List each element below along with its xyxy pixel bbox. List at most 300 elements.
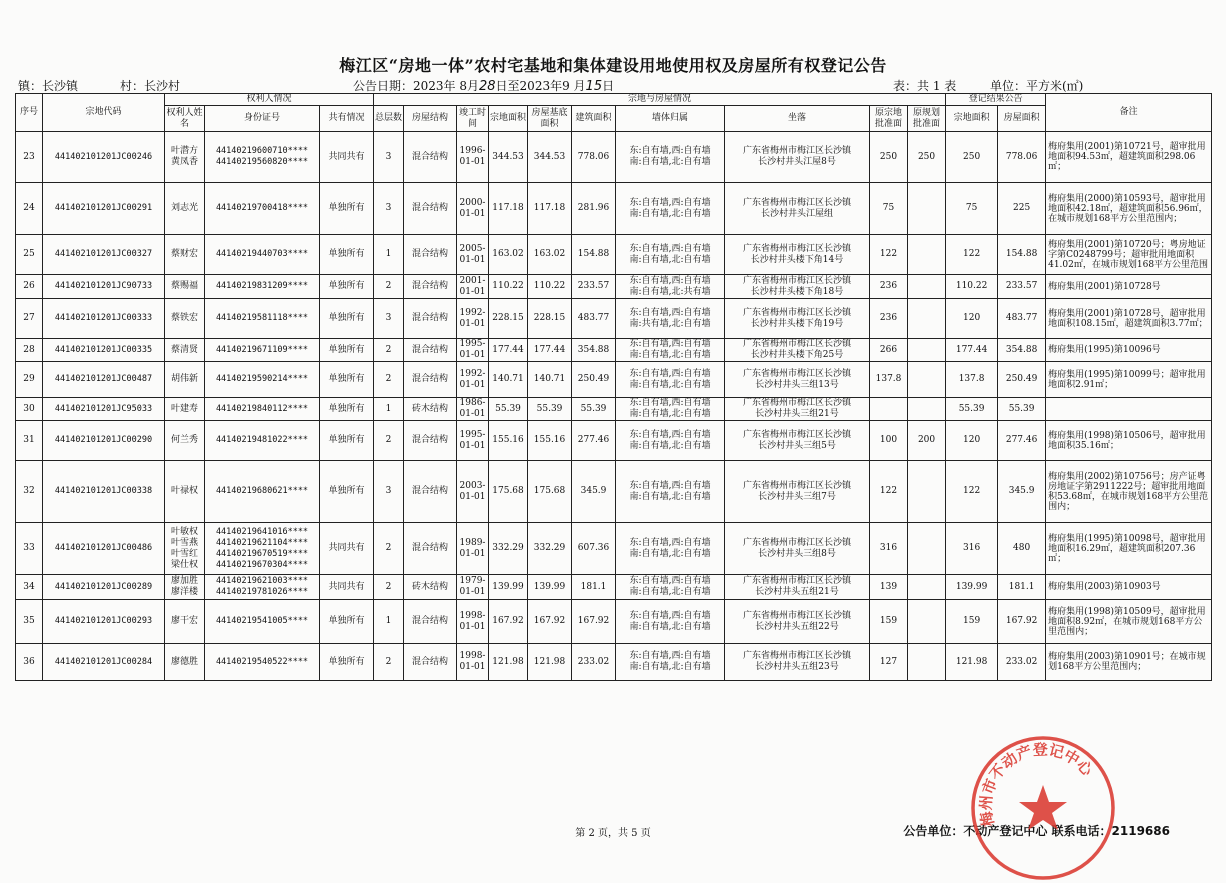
cell-owner-name: 何兰秀 <box>165 421 205 461</box>
cell-build-area: 250.49 <box>572 362 616 398</box>
cell-base-area: 175.68 <box>528 461 572 523</box>
cell-base-area: 140.71 <box>528 362 572 398</box>
table-row <box>16 600 1212 644</box>
cell-owner-name: 蔡清贤 <box>165 339 205 362</box>
cell-result-house: 778.06 <box>998 132 1046 183</box>
cell-base-area: 55.39 <box>528 398 572 421</box>
table-row <box>16 235 1212 275</box>
cell-id-no: 44140219581118**** <box>205 299 320 339</box>
cell-orig-plan <box>908 644 946 681</box>
header-structure: 房屋结构 <box>404 106 457 132</box>
cell-result-house: 167.92 <box>998 600 1046 644</box>
cell-orig-plan <box>908 461 946 523</box>
cell-land-area: 332.29 <box>489 523 528 575</box>
cell-remark: 梅府集用(2001)第10720号；粤房地证字第C0248799号；超审批用地面积41.02㎡，在城市规划168平方公里范围 <box>1046 235 1212 275</box>
cell-structure: 砖木结构 <box>404 398 457 421</box>
cell-id-no: 44140219481022**** <box>205 421 320 461</box>
cell-result-house: 480 <box>998 523 1046 575</box>
cell-share: 单独所有 <box>320 600 374 644</box>
cell-location: 广东省梅州市梅江区长沙镇 长沙村井头三组5号 <box>725 421 870 461</box>
cell-id-no: 44140219440703**** <box>205 235 320 275</box>
cell-floors: 1 <box>374 235 404 275</box>
cell-seq: 33 <box>16 523 43 575</box>
cell-id-no: 44140219831209**** <box>205 275 320 299</box>
cell-build-area: 354.88 <box>572 339 616 362</box>
cell-location: 广东省梅州市梅江区长沙镇 长沙村井头三组8号 <box>725 523 870 575</box>
cell-orig-approved: 236 <box>870 275 908 299</box>
cell-remark: 梅府集用(2003)第10901号；在城市规划168平方公里范围内； <box>1046 644 1212 681</box>
cell-floors: 2 <box>374 421 404 461</box>
cell-code: 441402101201JC00333 <box>43 299 165 339</box>
cell-remark <box>1046 398 1212 421</box>
cell-base-area: 167.92 <box>528 600 572 644</box>
cell-location: 广东省梅州市梅江区长沙镇 长沙村井头楼下角18号 <box>725 275 870 299</box>
document-title: 梅江区“房地一体”农村宅基地和集体建设用地使用权及房屋所有权登记公告 <box>339 56 887 75</box>
cell-land-area: 139.99 <box>489 575 528 600</box>
cell-orig-plan <box>908 299 946 339</box>
cell-base-area: 228.15 <box>528 299 572 339</box>
cell-orig-approved: 236 <box>870 299 908 339</box>
cell-land-area: 163.02 <box>489 235 528 275</box>
official-seal-icon <box>968 733 1118 883</box>
table-row <box>16 299 1212 339</box>
cell-location: 广东省梅州市梅江区长沙镇 长沙村井头楼下角25号 <box>725 339 870 362</box>
cell-floors: 1 <box>374 600 404 644</box>
table-row <box>16 275 1212 299</box>
cell-remark: 梅府集用(2001)第10721号，超审批用地面积94.53㎡，超建筑面积298.06㎡； <box>1046 132 1212 183</box>
cell-completed: 1992- 01-01 <box>457 362 489 398</box>
cell-share: 单独所有 <box>320 398 374 421</box>
cell-code: 441402101201JC90733 <box>43 275 165 299</box>
cell-id-no: 44140219840112**** <box>205 398 320 421</box>
cell-completed: 1989- 01-01 <box>457 523 489 575</box>
cell-walls: 东:自有墙,西:自有墙 南:自有墙,北:自有墙 <box>616 339 725 362</box>
cell-land-area: 167.92 <box>489 600 528 644</box>
cell-result-house: 154.88 <box>998 235 1046 275</box>
cell-code: 441402101201JC00290 <box>43 421 165 461</box>
cell-structure: 混合结构 <box>404 362 457 398</box>
cell-orig-approved: 266 <box>870 339 908 362</box>
cell-code: 441402101201JC00338 <box>43 461 165 523</box>
cell-orig-plan <box>908 275 946 299</box>
cell-location: 广东省梅州市梅江区长沙镇 长沙村井头江屋组 <box>725 183 870 235</box>
cell-result-house: 233.57 <box>998 275 1046 299</box>
cell-build-area: 233.02 <box>572 644 616 681</box>
village-label: 村：长沙村 <box>120 79 181 93</box>
header-group-result: 登记结果公告 <box>946 94 1046 106</box>
cell-location: 广东省梅州市梅江区长沙镇 长沙村井头五组23号 <box>725 644 870 681</box>
table-row <box>16 523 1212 575</box>
cell-structure: 混合结构 <box>404 339 457 362</box>
cell-remark: 梅府集用(2002)第10756号；房产证粤房地证字第2911222号；超审批用地面积53.68㎡，在城市规划168平方公里范围内； <box>1046 461 1212 523</box>
cell-walls: 东:自有墙,西:自有墙 南:自有墙,北:自有墙 <box>616 644 725 681</box>
cell-completed: 1979- 01-01 <box>457 575 489 600</box>
header-land-area: 宗地面积 <box>489 106 528 132</box>
cell-build-area: 607.36 <box>572 523 616 575</box>
cell-result-house: 181.1 <box>998 575 1046 600</box>
cell-build-area: 483.77 <box>572 299 616 339</box>
cell-result-house: 354.88 <box>998 339 1046 362</box>
cell-share: 单独所有 <box>320 299 374 339</box>
header-remark: 备注 <box>1046 94 1212 132</box>
cell-code: 441402101201JC95033 <box>43 398 165 421</box>
page-number: 第 2 页，共 5 页 <box>575 828 651 839</box>
cell-orig-plan <box>908 339 946 362</box>
cell-result-land: 75 <box>946 183 998 235</box>
cell-orig-approved: 122 <box>870 235 908 275</box>
cell-land-area: 110.22 <box>489 275 528 299</box>
cell-share: 单独所有 <box>320 275 374 299</box>
cell-base-area: 110.22 <box>528 275 572 299</box>
cell-structure: 砖木结构 <box>404 575 457 600</box>
cell-share: 单独所有 <box>320 362 374 398</box>
cell-land-area: 175.68 <box>489 461 528 523</box>
cell-seq: 23 <box>16 132 43 183</box>
cell-orig-plan <box>908 575 946 600</box>
cell-share: 单独所有 <box>320 644 374 681</box>
cell-structure: 混合结构 <box>404 600 457 644</box>
cell-floors: 3 <box>374 299 404 339</box>
cell-share: 共同共有 <box>320 575 374 600</box>
cell-owner-name: 叶敏权 叶雪燕 叶雪红 梁仕权 <box>165 523 205 575</box>
cell-orig-approved: 137.8 <box>870 362 908 398</box>
cell-completed: 1996- 01-01 <box>457 132 489 183</box>
cell-result-house: 225 <box>998 183 1046 235</box>
cell-completed: 2003- 01-01 <box>457 461 489 523</box>
date-suffix: 日 <box>602 79 615 93</box>
cell-result-land: 177.44 <box>946 339 998 362</box>
cell-owner-name: 蔡铁宏 <box>165 299 205 339</box>
cell-floors: 3 <box>374 183 404 235</box>
cell-id-no: 44140219541005**** <box>205 600 320 644</box>
handwritten-end-day: 15 <box>585 79 603 94</box>
cell-orig-approved: 100 <box>870 421 908 461</box>
cell-base-area: 117.18 <box>528 183 572 235</box>
cell-share: 共同共有 <box>320 523 374 575</box>
cell-floors: 2 <box>374 275 404 299</box>
cell-id-no: 44140219540522**** <box>205 644 320 681</box>
cell-structure: 混合结构 <box>404 421 457 461</box>
handwritten-start-day: 28 <box>479 79 496 94</box>
cell-base-area: 177.44 <box>528 339 572 362</box>
cell-result-land: 137.8 <box>946 362 998 398</box>
cell-seq: 32 <box>16 461 43 523</box>
cell-location: 广东省梅州市梅江区长沙镇 长沙村井头三组13号 <box>725 362 870 398</box>
cell-remark: 梅府集用(2001)第10728号 <box>1046 275 1212 299</box>
cell-orig-plan <box>908 523 946 575</box>
cell-seq: 26 <box>16 275 43 299</box>
cell-structure: 混合结构 <box>404 132 457 183</box>
table-row <box>16 132 1212 183</box>
cell-location: 广东省梅州市梅江区长沙镇 长沙村井头五组21号 <box>725 575 870 600</box>
cell-code: 441402101201JC00289 <box>43 575 165 600</box>
cell-orig-approved: 122 <box>870 461 908 523</box>
cell-land-area: 55.39 <box>489 398 528 421</box>
cell-orig-approved: 250 <box>870 132 908 183</box>
cell-location: 广东省梅州市梅江区长沙镇 长沙村井头三组7号 <box>725 461 870 523</box>
cell-remark: 梅府集用(2001)第10728号，超审批用地面积108.15㎡，超建筑面积3.77㎡； <box>1046 299 1212 339</box>
cell-orig-approved: 75 <box>870 183 908 235</box>
cell-remark: 梅府集用(1995)第10099号；超审批用地面积2.91㎡； <box>1046 362 1212 398</box>
table-row <box>16 644 1212 681</box>
cell-walls: 东:自有墙,西:自有墙 南:自有墙,北:自有墙 <box>616 183 725 235</box>
cell-land-area: 117.18 <box>489 183 528 235</box>
cell-code: 441402101201JC00486 <box>43 523 165 575</box>
cell-result-land: 110.22 <box>946 275 998 299</box>
header-seq: 序号 <box>16 94 43 132</box>
cell-orig-plan: 250 <box>908 132 946 183</box>
table-row <box>16 398 1212 421</box>
cell-result-land: 316 <box>946 523 998 575</box>
cell-orig-approved <box>870 398 908 421</box>
cell-floors: 2 <box>374 362 404 398</box>
cell-location: 广东省梅州市梅江区长沙镇 长沙村井头三组21号 <box>725 398 870 421</box>
cell-floors: 1 <box>374 398 404 421</box>
cell-base-area: 139.99 <box>528 575 572 600</box>
cell-result-land: 122 <box>946 461 998 523</box>
cell-seq: 28 <box>16 339 43 362</box>
cell-structure: 混合结构 <box>404 461 457 523</box>
cell-result-land: 55.39 <box>946 398 998 421</box>
table-row <box>16 575 1212 600</box>
cell-seq: 30 <box>16 398 43 421</box>
header-location: 坐落 <box>725 106 870 132</box>
cell-build-area: 277.46 <box>572 421 616 461</box>
cell-build-area: 233.57 <box>572 275 616 299</box>
cell-structure: 混合结构 <box>404 299 457 339</box>
cell-completed: 1995- 01-01 <box>457 339 489 362</box>
header-base-area: 房屋基底面积 <box>528 106 572 132</box>
header-orig-approved: 原宗地批准面 <box>870 106 908 132</box>
cell-location: 广东省梅州市梅江区长沙镇 长沙村井头楼下角19号 <box>725 299 870 339</box>
cell-orig-approved: 127 <box>870 644 908 681</box>
cell-remark: 梅府集用(1995)第10098号，超审批用地面积16.29㎡，超建筑面积207.36㎡； <box>1046 523 1212 575</box>
header-share: 共有情况 <box>320 106 374 132</box>
cell-floors: 2 <box>374 575 404 600</box>
cell-orig-plan <box>908 183 946 235</box>
cell-completed: 2005- 01-01 <box>457 235 489 275</box>
table-row <box>16 362 1212 398</box>
header-walls: 墙体归属 <box>616 106 725 132</box>
cell-result-land: 120 <box>946 299 998 339</box>
cell-code: 441402101201JC00291 <box>43 183 165 235</box>
cell-seq: 35 <box>16 600 43 644</box>
cell-orig-plan <box>908 398 946 421</box>
cell-result-land: 250 <box>946 132 998 183</box>
cell-owner-name: 廖加胜 廖洋楼 <box>165 575 205 600</box>
header-id-no: 身份证号 <box>205 106 320 132</box>
cell-base-area: 121.98 <box>528 644 572 681</box>
cell-code: 441402101201JC00293 <box>43 600 165 644</box>
header-group-owner: 权利人情况 <box>165 94 374 106</box>
cell-result-land: 121.98 <box>946 644 998 681</box>
cell-structure: 混合结构 <box>404 523 457 575</box>
cell-owner-name: 蔡财宏 <box>165 235 205 275</box>
cell-id-no: 44140219671109**** <box>205 339 320 362</box>
cell-share: 单独所有 <box>320 183 374 235</box>
cell-structure: 混合结构 <box>404 275 457 299</box>
cell-walls: 东:自有墙,西:自有墙 南:自有墙,北:自有墙 <box>616 132 725 183</box>
cell-build-area: 181.1 <box>572 575 616 600</box>
cell-floors: 2 <box>374 644 404 681</box>
cell-result-house: 250.49 <box>998 362 1046 398</box>
cell-walls: 东:自有墙,西:自有墙 南:自有墙,北:自有墙 <box>616 398 725 421</box>
cell-completed: 1992- 01-01 <box>457 299 489 339</box>
header-orig-plan: 原规划批准面 <box>908 106 946 132</box>
cell-completed: 2001- 01-01 <box>457 275 489 299</box>
cell-owner-name: 叶潜方 黄凤香 <box>165 132 205 183</box>
cell-seq: 27 <box>16 299 43 339</box>
cell-floors: 2 <box>374 523 404 575</box>
cell-walls: 东:自有墙,西:自有墙 南:自有墙,北:共有墙 <box>616 275 725 299</box>
cell-base-area: 163.02 <box>528 235 572 275</box>
cell-id-no: 44140219600710**** 44140219560820**** <box>205 132 320 183</box>
cell-result-land: 139.99 <box>946 575 998 600</box>
header-build-area: 建筑面积 <box>572 106 616 132</box>
cell-id-no: 44140219641016**** 44140219621104**** 44140219670519**** 44140219670304**** <box>205 523 320 575</box>
cell-land-area: 344.53 <box>489 132 528 183</box>
cell-land-area: 140.71 <box>489 362 528 398</box>
table-row <box>16 183 1212 235</box>
table-row <box>16 421 1212 461</box>
cell-walls: 东:自有墙,西:自有墙 南:自有墙,北:自有墙 <box>616 421 725 461</box>
cell-seq: 24 <box>16 183 43 235</box>
cell-completed: 1998- 01-01 <box>457 600 489 644</box>
announcement-dates <box>353 77 614 94</box>
cell-share: 共同共有 <box>320 132 374 183</box>
cell-remark: 梅府集用(2000)第10593号，超审批用地面积42.18㎡，超建筑面积56.96㎡，在城市规划168平方公里范围内； <box>1046 183 1212 235</box>
cell-walls: 东:自有墙,西:自有墙 南:自有墙,北:自有墙 <box>616 461 725 523</box>
header-group-land: 宗地与房屋情况 <box>374 94 946 106</box>
header-result-house: 房屋面积 <box>998 106 1046 132</box>
cell-walls: 东:自有墙,西:自有墙 南:自有墙,北:自有墙 <box>616 575 725 600</box>
header-owner-name: 权利人姓名 <box>165 106 205 132</box>
header-result-land: 宗地面积 <box>946 106 998 132</box>
cell-orig-approved: 316 <box>870 523 908 575</box>
cell-owner-name: 蔡赐福 <box>165 275 205 299</box>
cell-seq: 31 <box>16 421 43 461</box>
cell-structure: 混合结构 <box>404 183 457 235</box>
cell-result-house: 55.39 <box>998 398 1046 421</box>
cell-base-area: 155.16 <box>528 421 572 461</box>
cell-owner-name: 叶禄权 <box>165 461 205 523</box>
publisher-contact: 公告单位：不动产登记中心 联系电话：2119686 <box>903 824 1170 838</box>
cell-seq: 36 <box>16 644 43 681</box>
cell-seq: 25 <box>16 235 43 275</box>
cell-seq: 29 <box>16 362 43 398</box>
cell-build-area: 281.96 <box>572 183 616 235</box>
cell-share: 单独所有 <box>320 461 374 523</box>
cell-code: 441402101201JC00327 <box>43 235 165 275</box>
cell-remark: 梅府集用(1995)第10096号 <box>1046 339 1212 362</box>
cell-base-area: 332.29 <box>528 523 572 575</box>
cell-structure: 混合结构 <box>404 644 457 681</box>
cell-remark: 梅府集用(1998)第10506号，超审批用地面积35.16㎡； <box>1046 421 1212 461</box>
cell-completed: 2000- 01-01 <box>457 183 489 235</box>
header-floors: 总层数 <box>374 106 404 132</box>
cell-completed: 1986- 01-01 <box>457 398 489 421</box>
unit-label: 单位：平方米(㎡) <box>990 79 1084 93</box>
cell-share: 单独所有 <box>320 235 374 275</box>
cell-owner-name: 廖德胜 <box>165 644 205 681</box>
cell-location: 广东省梅州市梅江区长沙镇 长沙村井头江屋8号 <box>725 132 870 183</box>
cell-id-no: 44140219700418**** <box>205 183 320 235</box>
cell-build-area: 167.92 <box>572 600 616 644</box>
cell-land-area: 177.44 <box>489 339 528 362</box>
cell-build-area: 55.39 <box>572 398 616 421</box>
cell-code: 441402101201JC00335 <box>43 339 165 362</box>
cell-result-house: 345.9 <box>998 461 1046 523</box>
cell-completed: 1995- 01-01 <box>457 421 489 461</box>
table-row <box>16 461 1212 523</box>
cell-orig-plan <box>908 600 946 644</box>
cell-remark: 梅府集用(1998)第10509号，超审批用地面积8.92㎡，在城市规划168平方公里范围内； <box>1046 600 1212 644</box>
cell-owner-name: 刘志光 <box>165 183 205 235</box>
table-count: 表：共 1 表 <box>893 79 957 93</box>
header-code: 宗地代码 <box>43 94 165 132</box>
cell-land-area: 155.16 <box>489 421 528 461</box>
cell-build-area: 154.88 <box>572 235 616 275</box>
cell-code: 441402101201JC00284 <box>43 644 165 681</box>
cell-orig-plan <box>908 362 946 398</box>
cell-walls: 东:自有墙,西:自有墙 南:自有墙,北:自有墙 <box>616 523 725 575</box>
cell-code: 441402101201JC00246 <box>43 132 165 183</box>
cell-walls: 东:自有墙,西:自有墙 南:自有墙,北:自有墙 <box>616 600 725 644</box>
cell-result-land: 120 <box>946 421 998 461</box>
cell-build-area: 778.06 <box>572 132 616 183</box>
cell-id-no: 44140219621003**** 44140219781026**** <box>205 575 320 600</box>
cell-id-no: 44140219590214**** <box>205 362 320 398</box>
cell-share: 单独所有 <box>320 421 374 461</box>
cell-floors: 3 <box>374 132 404 183</box>
svg-text:梅州市不动产登记中心: 梅州市不动产登记中心 <box>976 740 1097 829</box>
cell-result-house: 277.46 <box>998 421 1046 461</box>
cell-seq: 34 <box>16 575 43 600</box>
cell-result-house: 483.77 <box>998 299 1046 339</box>
cell-owner-name: 廖干宏 <box>165 600 205 644</box>
cell-result-house: 233.02 <box>998 644 1046 681</box>
cell-orig-approved: 139 <box>870 575 908 600</box>
cell-owner-name: 胡伟新 <box>165 362 205 398</box>
cell-share: 单独所有 <box>320 339 374 362</box>
cell-completed: 1998- 01-01 <box>457 644 489 681</box>
cell-walls: 东:自有墙,西:自有墙 南:共有墙,北:自有墙 <box>616 299 725 339</box>
registration-table <box>15 93 1212 681</box>
cell-build-area: 345.9 <box>572 461 616 523</box>
cell-floors: 3 <box>374 461 404 523</box>
cell-land-area: 228.15 <box>489 299 528 339</box>
town-label: 镇：长沙镇 <box>18 79 79 93</box>
table-body <box>16 132 1212 681</box>
cell-floors: 2 <box>374 339 404 362</box>
date-mid: 日至2023年9 月 <box>495 79 586 93</box>
cell-orig-plan <box>908 235 946 275</box>
cell-orig-plan: 200 <box>908 421 946 461</box>
cell-code: 441402101201JC00487 <box>43 362 165 398</box>
cell-location: 广东省梅州市梅江区长沙镇 长沙村井头楼下角14号 <box>725 235 870 275</box>
cell-land-area: 121.98 <box>489 644 528 681</box>
cell-base-area: 344.53 <box>528 132 572 183</box>
cell-result-land: 122 <box>946 235 998 275</box>
cell-walls: 东:自有墙,西:自有墙 南:自有墙,北:自有墙 <box>616 362 725 398</box>
cell-location: 广东省梅州市梅江区长沙镇 长沙村井头五组22号 <box>725 600 870 644</box>
table-row <box>16 339 1212 362</box>
cell-structure: 混合结构 <box>404 235 457 275</box>
date-prefix: 公告日期：2023年 8月 <box>353 79 479 93</box>
cell-result-land: 159 <box>946 600 998 644</box>
cell-remark: 梅府集用(2003)第10903号 <box>1046 575 1212 600</box>
header-completed: 竣工时间 <box>457 106 489 132</box>
